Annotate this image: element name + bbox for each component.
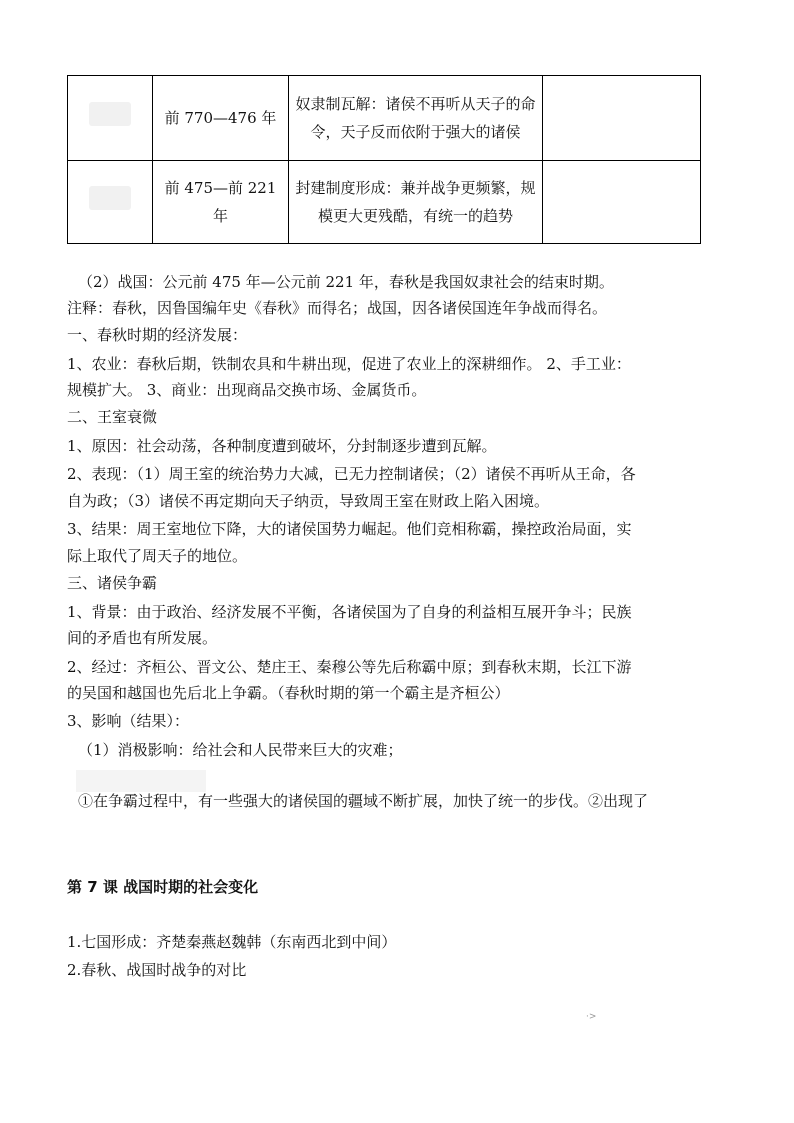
section-heading-hegemony: 三、诸侯争霸 (67, 574, 158, 592)
period-cell: 前 770—476 年 (153, 76, 289, 161)
table-row (68, 76, 701, 161)
empty-cell (543, 76, 701, 161)
text-line: 3、结果：周王室地位下降，大的诸侯国势力崛起。他们竞相称霸，操控政治局面，实 (67, 520, 632, 538)
era-table (67, 75, 701, 244)
period-cell: 前 475—前 221 年 (153, 161, 289, 244)
faded-cell (68, 76, 153, 161)
text-line: 1、背景：由于政治、经济发展不平衡，各诸侯国为了自身的利益相互展开争斗；民族 (67, 603, 632, 621)
description-cell: 封建制度形成：兼并战争更频繁，规模更大更残酷，有统一的趋势 (289, 161, 543, 244)
faded-cell (68, 161, 153, 244)
text-line: 的吴国和越国也先后北上争霸。（春秋时期的第一个霸主是齐桓公） (67, 684, 510, 702)
warring-states-line: （2）战国：公元前 475 年—公元前 221 年，春秋是我国奴隶社会的结束时期。 (78, 273, 614, 291)
text-line: 2、表现：（1）周王室的统治势力大减，已无力控制诸侯；（2）诸侯不再听从王命，各 (67, 465, 636, 483)
section-heading-economy: 一、春秋时期的经济发展： (67, 326, 248, 344)
faded-region (76, 770, 206, 792)
text-line: 际上取代了周天子的地位。 (67, 547, 248, 565)
empty-cell (543, 161, 701, 244)
text-line: 规模扩大。 3、商业：出现商品交换市场、金属货币。 (67, 381, 427, 399)
section-heading-royal-decline: 二、王室衰微 (67, 408, 158, 426)
lesson-item: 1.七国形成：齐楚秦燕赵魏韩（东南西北到中间） (67, 933, 397, 951)
annotation-line: 注释：春秋，因鲁国编年史《春秋》而得名；战国，因各诸侯国连年争战而得名。 (67, 299, 608, 317)
text-line: ①在争霸过程中，有一些强大的诸侯国的疆域不断扩展，加快了统一的步伐。②出现了 (78, 792, 649, 810)
text-line: 1、原因：社会动荡，各种制度遭到破坏，分封制逐步遭到瓦解。 (67, 437, 497, 455)
text-line: 自为政；（3）诸侯不再定期向天子纳贡，导致周王室在财政上陷入困境。 (67, 492, 550, 510)
text-line: 间的矛盾也有所发展。 (67, 629, 218, 647)
watermark-mark: ·> (586, 1012, 597, 1022)
table-row (68, 161, 701, 244)
text-line: 3、影响（结果）： (67, 712, 190, 730)
text-line: 2、经过：齐桓公、晋文公、楚庄王、秦穆公等先后称霸中原；到春秋末期，长江下游 (67, 658, 632, 676)
lesson-item: 2.春秋、战国时战争的对比 (67, 961, 247, 979)
text-line: （1）消极影响：给社会和人民带来巨大的灾难； (78, 741, 403, 759)
lesson-title: 第 7 课 战国时期的社会变化 (67, 878, 259, 896)
text-line: 1、农业：春秋后期，铁制农具和牛耕出现，促进了农业上的深耕细作。 2、手工业： (67, 355, 631, 373)
description-cell: 奴隶制瓦解：诸侯不再听从天子的命令，天子反而依附于强大的诸侯 (289, 76, 543, 161)
